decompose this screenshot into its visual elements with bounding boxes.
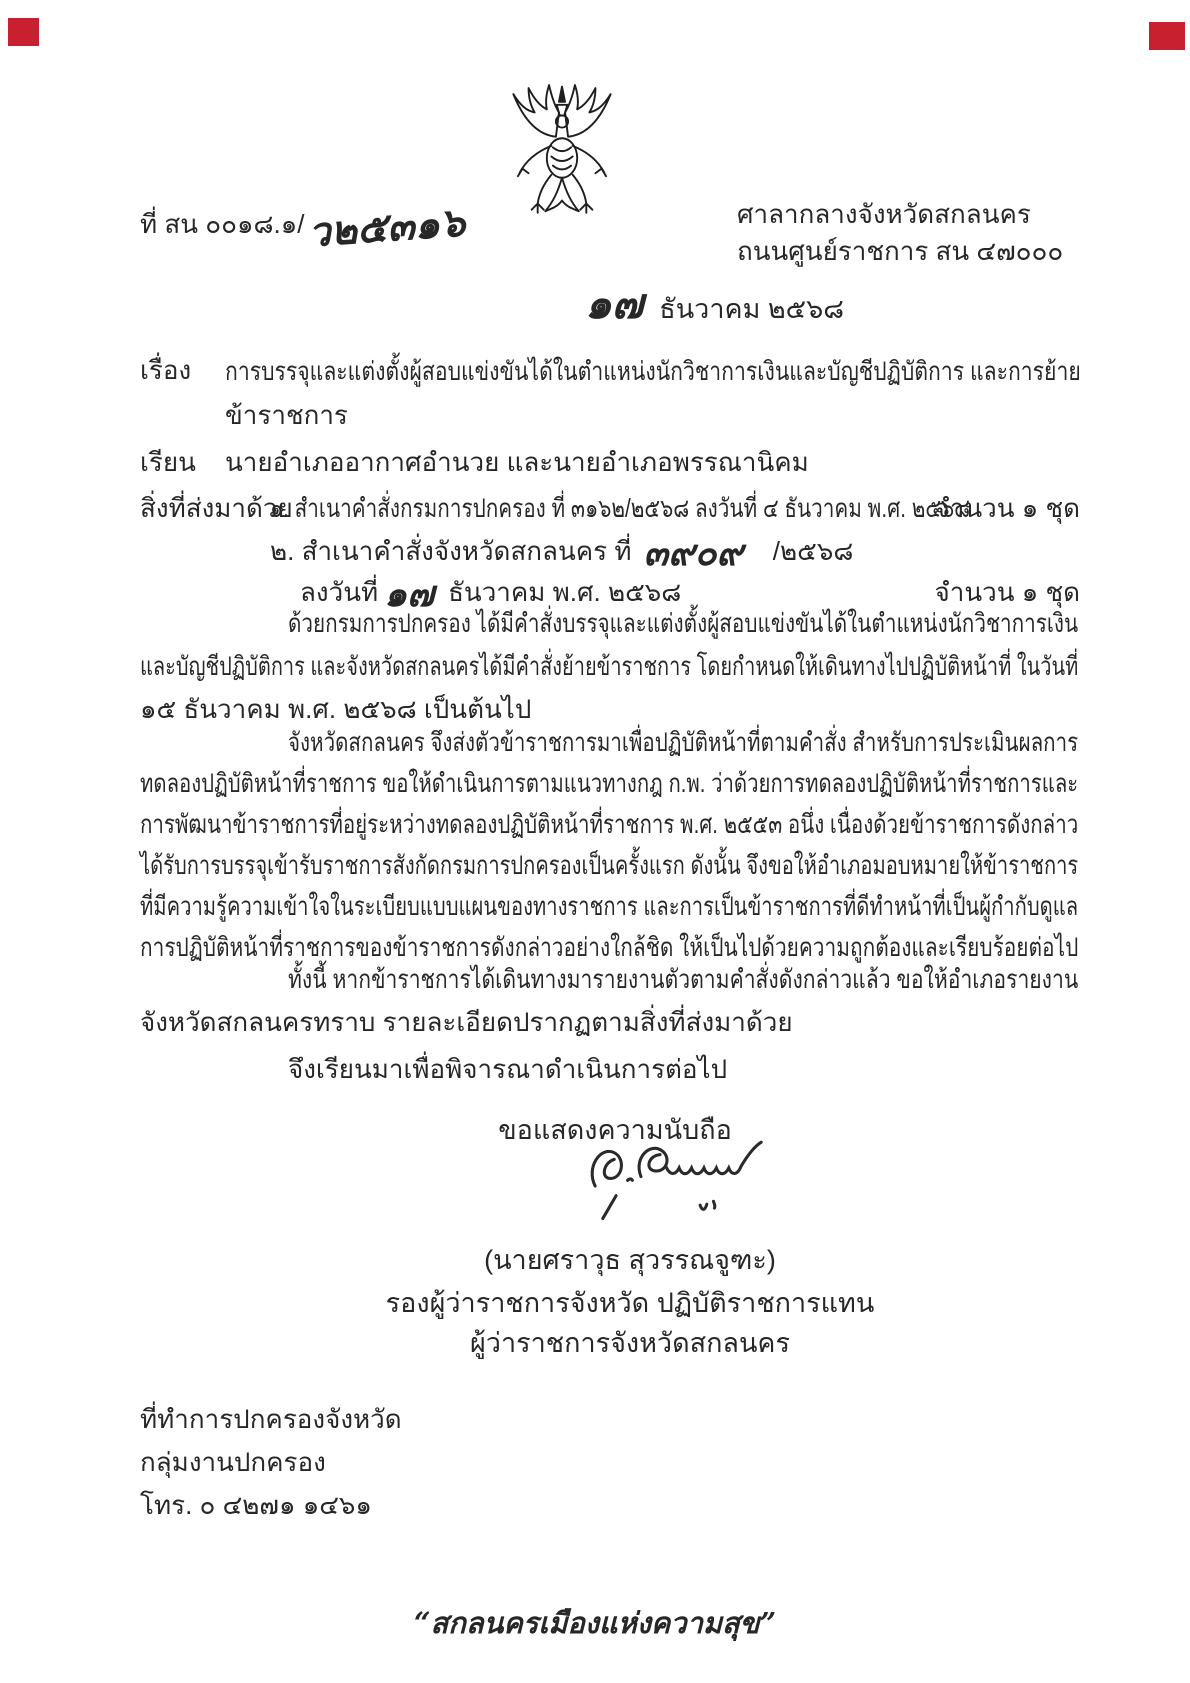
paragraph-line: ที่มีความรู้ความเข้าใจในระเบียบแบบแผนของทางราชการ และการเป็นข้าราชการที่ดีทำหน้าที่เป็นผู้กำกับดูแล bbox=[140, 891, 1079, 921]
recipient-names: นายอำเภออากาศอำนวย และนายอำเภอพรรณานิคม bbox=[225, 447, 809, 477]
signer-name bbox=[430, 1238, 830, 1281]
footer-division: กลุ่มงานปกครอง bbox=[140, 1447, 326, 1477]
sender-address bbox=[737, 196, 1063, 270]
doc-number bbox=[140, 198, 468, 257]
subject-line: ข้าราชการ bbox=[225, 400, 348, 430]
recipient-label: เรียน bbox=[140, 447, 196, 477]
paragraph-line: ได้รับการบรรจุเข้ารับราชการสังกัดกรมการปกครองเป็นครั้งแรก ดังนั้น จึงขอให้อำเภอมอบหมายให้ข้าราชการ bbox=[140, 850, 1079, 880]
paragraph-line: และบัญชีปฏิบัติการ และจังหวัดสกลนครได้มีคำสั่งย้ายข้าราชการ โดยกำหนดให้เดินทางไปปฏิบัติหน้าที่ ในวันที่ bbox=[140, 651, 1079, 681]
body-paragraph-1 bbox=[140, 602, 1078, 731]
red-corner-mark-left bbox=[8, 18, 39, 46]
attachment-item-2-date-suffix: ธันวาคม พ.ศ. ๒๕๖๘ bbox=[448, 577, 682, 607]
paragraph-line: ๑๕ ธันวาคม พ.ศ. ๒๕๖๘ เป็นต้นไป bbox=[140, 694, 532, 724]
attachment-item-1-text: ๑. สำเนาคำสั่งกรมการปกครอง ที่ ๓๑๖๒/๒๕๖๘ ลงวันที่ ๔ ธันวาคม พ.ศ. ๒๕๖๘ bbox=[270, 493, 971, 523]
paragraph-line: การปฏิบัติหน้าที่ราชการของข้าราชการดังกล่าวอย่างใกล้ชิด ให้เป็นไปด้วยความถูกต้องและเรียบร้อยต่อไป bbox=[140, 932, 1079, 962]
date-text: ธันวาคม ๒๕๖๘ bbox=[659, 294, 845, 324]
province-motto bbox=[0, 1600, 1190, 1646]
signer-title-2-text: ผู้ว่าราชการจังหวัดสกลนคร bbox=[469, 1328, 791, 1358]
recipient-text bbox=[225, 441, 809, 484]
paragraph-line: จังหวัดสกลนครทราบ รายละเอียดปรากฏตามสิ่งที่ส่งมาด้วย bbox=[140, 1007, 793, 1037]
attachments-label: สิ่งที่ส่งมาด้วย bbox=[140, 493, 293, 523]
subject-line: การบรรจุและแต่งตั้งผู้สอบแข่งขันได้ในตำแหน่งนักวิชาการเงินและบัญชีปฏิบัติการ และการย้าย bbox=[225, 356, 1081, 386]
body-paragraph-2 bbox=[140, 722, 1078, 968]
paragraph-line: ด้วยกรมการปกครอง ได้มีคำสั่งบรรจุและแต่งตั้งผู้สอบแข่งขันได้ในตำแหน่งนักวิชาการเงิน bbox=[288, 608, 1079, 638]
salutation: ขอแสดงความนับถือ bbox=[498, 1115, 732, 1145]
footer-phone: โทร. ๐ ๔๒๗๑ ๑๔๖๑ bbox=[140, 1490, 372, 1520]
red-corner-mark-right bbox=[1149, 22, 1185, 50]
paragraph-line: ทั้งนี้ หากข้าราชการได้เดินทางมารายงานตัวตามคำสั่งดังกล่าวแล้ว ขอให้อำเภอรายงาน bbox=[288, 964, 1079, 994]
attachment-item-2-text: ๒. สำเนาคำสั่งจังหวัดสกลนคร ที่ bbox=[270, 536, 632, 566]
garuda-emblem bbox=[478, 82, 646, 234]
attachment-item-1-count: จำนวน ๑ ชุด bbox=[934, 493, 1080, 523]
date-day-handwritten: ๑๗ bbox=[585, 279, 644, 328]
date-line bbox=[585, 279, 845, 330]
attachment-item-2 bbox=[270, 530, 853, 573]
footer-office: ที่ทำการปกครองจังหวัด bbox=[140, 1404, 402, 1434]
subject-text bbox=[225, 349, 1081, 437]
attachment-item-2-date-prefix: ลงวันที่ bbox=[300, 577, 379, 607]
closing-line: จึงเรียนมาเพื่อพิจารณาดำเนินการต่อไป bbox=[288, 1054, 728, 1084]
body-paragraph-3 bbox=[140, 958, 1078, 1044]
handwritten-signature bbox=[575, 1125, 810, 1230]
doc-number-handwritten: ว๒๕๓๑๖ bbox=[307, 198, 468, 257]
attachment-item-2-number-handwritten: ๓๙๐๙ bbox=[643, 532, 743, 574]
attachment-item-2-count: จำนวน ๑ ชุด bbox=[934, 577, 1080, 607]
subject-label: เรื่อง bbox=[140, 355, 192, 385]
sender-address-line1: ศาลากลางจังหวัดสกลนคร bbox=[737, 199, 1031, 229]
paragraph-line: การพัฒนาข้าราชการที่อยู่ระหว่างทดลองปฏิบัติหน้าที่ราชการ พ.ศ. ๒๕๕๓ อนึ่ง เนื่องด้วยข้าราชการดังกล่าว bbox=[140, 809, 1079, 839]
attachment-item-2-year: /๒๕๖๘ bbox=[772, 536, 854, 566]
signer-title-1 bbox=[350, 1281, 910, 1324]
signer-title-1-text: รองผู้ว่าราชการจังหวัด ปฏิบัติราชการแทน bbox=[385, 1288, 875, 1318]
signer-title-2 bbox=[430, 1321, 830, 1364]
paragraph-line: จังหวัดสกลนคร จึงส่งตัวข้าราชการมาเพื่อปฏิบัติหน้าที่ตามคำสั่ง สำหรับการประเมินผลการ bbox=[288, 727, 1079, 757]
paragraph-line: ทดลองปฏิบัติหน้าที่ราชการ ขอให้ดำเนินการตามแนวทางกฎ ก.พ. ว่าด้วยการทดลองปฏิบัติหน้าที่ราชการและ bbox=[140, 768, 1079, 798]
attachment-item-2-day-handwritten: ๑๗ bbox=[384, 573, 435, 615]
province-motto-text: “สกลนครเมืองแห่งความสุข” bbox=[413, 1606, 777, 1640]
signer-name-text: (นายศราวุธ สุวรรณจูฑะ) bbox=[484, 1245, 776, 1275]
doc-number-printed: ที่ สน ๐๐๑๘.๑/ bbox=[140, 209, 305, 239]
sender-address-line2: ถนนศูนย์ราชการ สน ๔๗๐๐๐ bbox=[737, 236, 1064, 266]
